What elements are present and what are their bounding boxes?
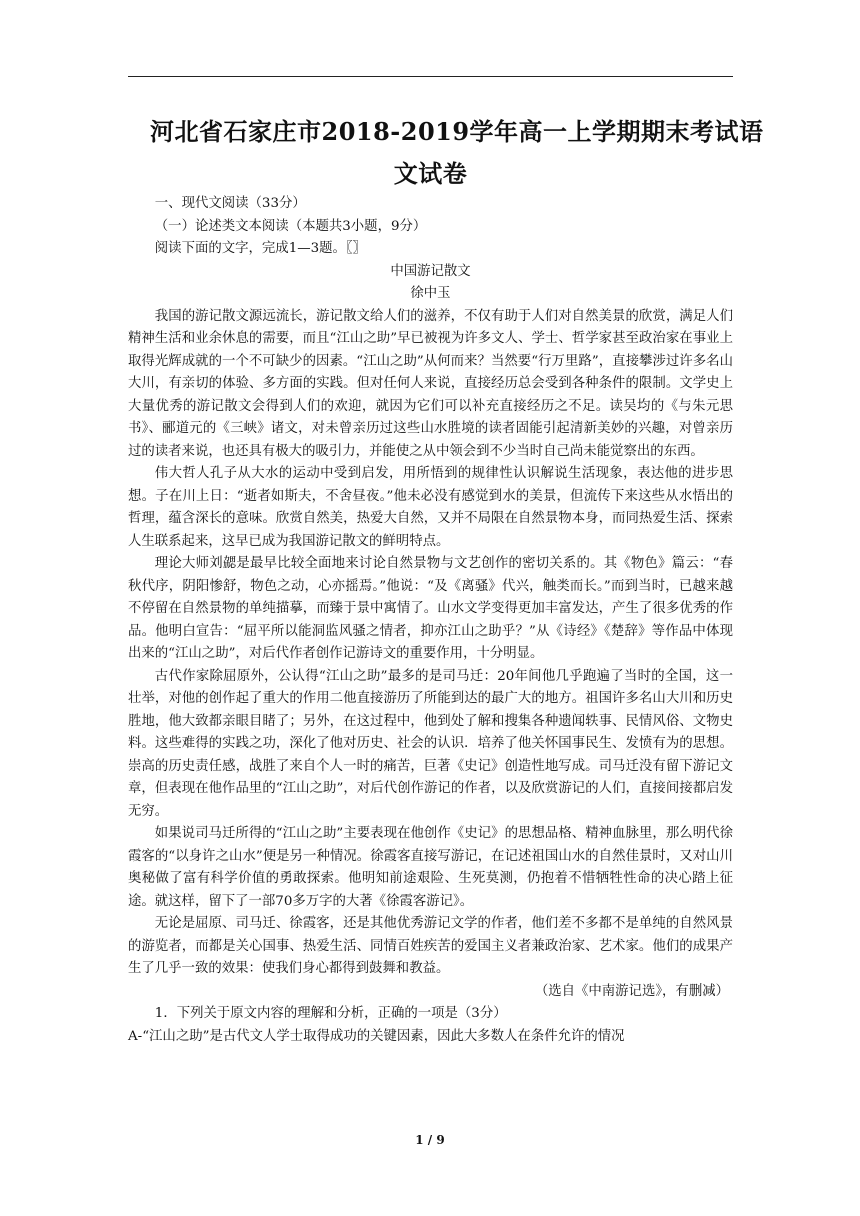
question-1-option-a: A-“江山之助”是古代文人学士取得成功的关键因素，因此大多数人在条件允许的情况 xyxy=(128,1028,625,1044)
exam-title-line-2: 文试卷 xyxy=(393,159,468,188)
article-source: （选自《中南游记选》，有删减） xyxy=(534,983,729,999)
article-title: 中国游记散文 xyxy=(390,263,471,279)
section-heading: 一、现代文阅读（33分） xyxy=(154,196,306,211)
paragraph: 我国的游记散文源远流长，游记散文给人们的滋养，不仅有助于人们对自然美景的欣赏，满足人们精神生活和业余休息的需要，而且“江山之助”早已被视为许多文人、学士、哲学家甚至政治家在事业上取得光辉成就的一个不可缺少的因素。“江山之助”从何而来？当然要“行万里路”，直接攀涉过许多名山大川，有亲切的体验、多方面的实践。但对任何人来说，直接经历总会受到各种条件的限制。文学史上大量优秀的游记散文会得到人们的欢迎，就因为它们可以补充直接经历之不足。读吴均的《与朱元思书》、郦道元的《三峡》诸文，对未曾亲历过这些山水胜境的读者固能引起清新美妙的兴趣，对曾亲历过的读者来说，也还具有极大的吸引力，并能使之从中领会到不少当时自己尚未能觉察出的东西。 xyxy=(128,308,733,459)
subsection-heading: （一）论述类文本阅读（本题共3小题，9分） xyxy=(154,218,427,234)
paragraph: 无论是屈原、司马迁、徐霞客，还是其他优秀游记文学的作者，他们差不多都不是单纯的自然风景的游览者，而都是关心国事、热爱生活、同情百姓疾苦的爱国主义者兼政治家、艺术家。他们的成果产生了几乎一致的效果：使我们身心都得到鼓舞和教益。 xyxy=(128,916,733,976)
paragraph: 理论大师刘勰是最早比较全面地来讨论自然景物与文艺创作的密切关系的。其《物色》篇云：“春秋代序，阴阳惨舒，物色之动，心亦摇焉。”他说：“及《离骚》代兴，触类而长。”而到当时，已越来越不停留在自然景物的单纯描摹，而臻于景中寓情了。山水文学变得更加丰富发达，产生了很多优秀的作品。他明白宣告：“屈平所以能洞监风骚之情者，抑亦江山之助乎？”从《诗经》《楚辞》等作品中体现出来的“江山之助”，对后代作者创作记游诗文的重要作用，十分明显。 xyxy=(128,556,733,661)
reading-instruction: 阅读下面的文字，完成1—3题。〖〗 xyxy=(154,241,366,256)
exam-title-line-1: 河北省石家庄市2018-2019学年高一上学期期末考试语 xyxy=(150,117,764,146)
exam-body xyxy=(128,193,733,1048)
paragraph: 古代作家除屈原外，公认得“江山之助”最多的是司马迁：20年间他几乎跑遍了当时的全国，这一壮举，对他的创作起了重大的作用二他直接游历了所能到达的最广大的地方。祖国许多名山大川和历史胜地，他大致都亲眼目睹了；另外，在这过程中，他到处了解和搜集各种遗闻轶事、民情风俗、文物史料。这些难得的实践之功，深化了他对历史、社会的认识．培养了他关怀国事民生、发愤有为的思想。崇高的历史责任感，战胜了来自个人一时的痛苦，巨著《史记》创造性地写成。司马迁没有留下游记文章，但表现在他作品里的“江山之助”，对后代创作游记的作者，以及欣赏游记的人们，直接间接都启发无穷。 xyxy=(128,668,733,819)
question-1: 1．下列关于原文内容的理解和分析，正确的一项是（3分） xyxy=(154,1006,507,1021)
header-rule xyxy=(128,76,733,77)
article-author: 徐中玉 xyxy=(410,286,451,301)
paragraph: 如果说司马迁所得的“江山之助”主要表现在他创作《史记》的思想品格、精神血脉里，那么明代徐霞客的“以身许之山水”便是另一种情况。徐霞客直接写游记，在记述祖国山水的自然佳景时，又对山川奥秘做了富有科学价值的勇敢探索。他明知前途艰险、生死莫测，仍抱着不惜牺牲性命的决心踏上征途。就这样，留下了一部70多万字的大著《徐霞客游记》。 xyxy=(128,826,733,909)
page-number: 1 / 9 xyxy=(415,1133,445,1147)
paragraph: 伟大哲人孔子从大水的运动中受到启发，用所悟到的规律性认识解说生活现象，表达他的进步思想。子在川上日：“逝者如斯夫，不舍昼夜。”他未必没有感觉到水的美景，但流传下来这些从水悟出的哲理，蕴含深长的意味。欣赏自然美，热爱大自然，又并不局限在自然景物本身，而同热爱生活、探索人生联系起来，这早已成为我国游记散文的鲜明特点。 xyxy=(128,466,733,549)
